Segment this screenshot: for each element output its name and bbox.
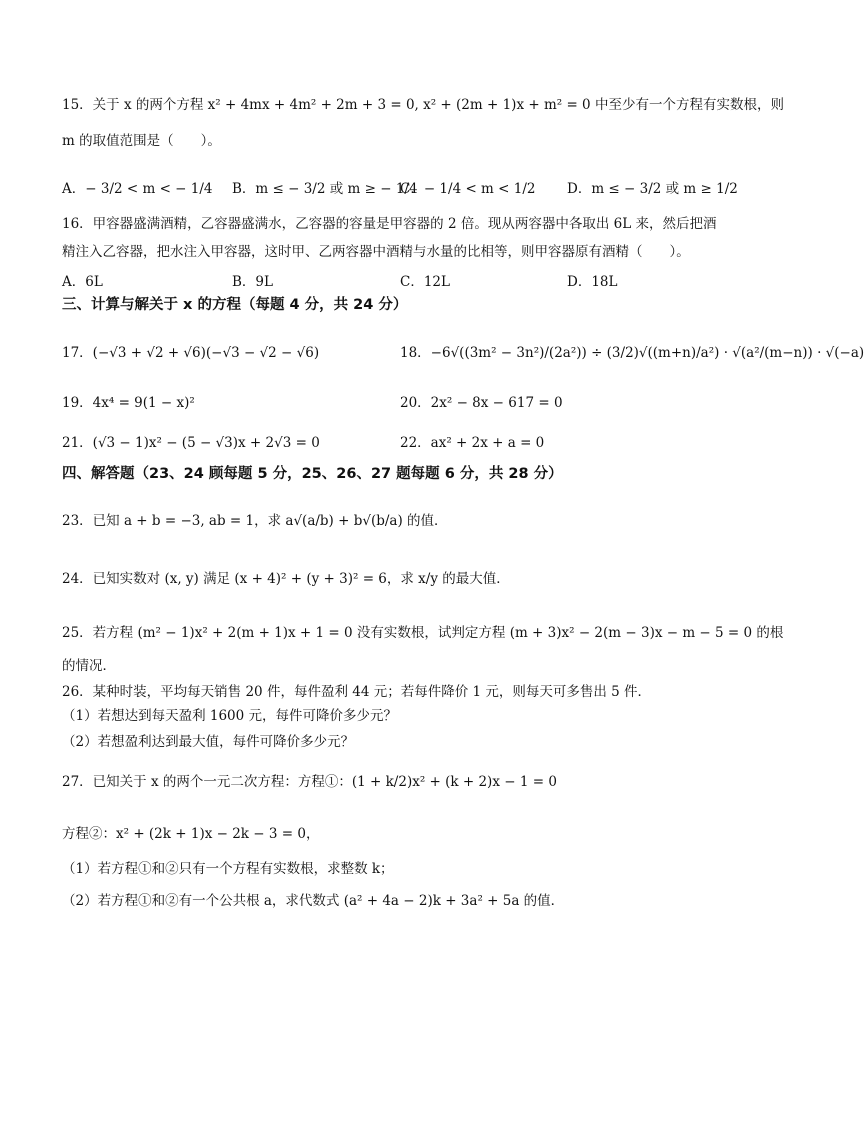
- q26-sub1: （1）若想达到每天盈利 1600 元，每件可降价多少元？: [62, 708, 398, 724]
- q26-sub2: （2）若想盈利达到最大值，每件可降价多少元？: [62, 734, 355, 750]
- q16-option-a: A．6L: [62, 274, 103, 290]
- q15-line1: 15．关于 x 的两个方程 x² + 4mx + 4m² + 2m + 3 = 0, x² + (2m + 1)x + m² = 0 中至少有一个方程有实数根，则: [62, 97, 784, 113]
- q27-line1: 27．已知关于 x 的两个一元二次方程：方程①：(1 + k/2)x² + (k + 2)x − 1 = 0: [62, 774, 557, 790]
- q25-line1: 25．若方程 (m² − 1)x² + 2(m + 1)x + 1 = 0 没有实数根，试判定方程 (m + 3)x² − 2(m − 3)x − m − 5 = 0 的根: [62, 625, 784, 641]
- q25-line2: 的情况．: [62, 658, 116, 674]
- q20: 20．2x² − 8x − 617 = 0: [400, 395, 563, 411]
- q15-option-c: C．− 1/4 < m < 1/2: [400, 181, 536, 197]
- q24: 24．已知实数对 (x, y) 满足 (x + 4)² + (y + 3)² = 6，求 x/y 的最大值．: [62, 571, 510, 587]
- q17: 17．(−√3 + √2 + √6)(−√3 − √2 − √6): [62, 345, 320, 361]
- section3-heading: 三、计算与解关于 x 的方程（每题 4 分，共 24 分）: [62, 297, 408, 313]
- q21: 21．(√3 − 1)x² − (5 − √3)x + 2√3 = 0: [62, 435, 320, 451]
- q19: 19．4x⁴ = 9(1 − x)²: [62, 395, 195, 411]
- q27-sub1: （1）若方程①和②只有一个方程有实数根，求整数 k；: [62, 861, 394, 877]
- section4-heading: 四、解答题（23、24 顾每题 5 分，25、26、27 题每题 6 分，共 28 分）: [62, 466, 563, 482]
- q16-option-b: B．9L: [232, 274, 273, 290]
- q18: 18．−6√((3m² − 3n²)/(2a²)) ÷ (3/2)√((m+n)/a²) · √(a²/(m−n)) · √(−a): [400, 345, 864, 361]
- q26-line1: 26．某种时装，平均每天销售 20 件，每件盈利 44 元；若每件降价 1 元，则每天可多售出 5 件．: [62, 684, 652, 700]
- q15-line2: m 的取值范围是（ ）。: [62, 133, 221, 149]
- q27-line2: 方程②：x² + (2k + 1)x − 2k − 3 = 0，: [62, 826, 320, 842]
- q23: 23．已知 a + b = −3, ab = 1，求 a√(a/b) + b√(b/a) 的值．: [62, 513, 448, 529]
- q16-line1: 16．甲容器盛满酒精，乙容器盛满水，乙容器的容量是甲容器的 2 倍。现从两容器中各取出 6L 来，然后把酒: [62, 216, 717, 232]
- q27-sub2: （2）若方程①和②有一个公共根 a，求代数式 (a² + 4a − 2)k + 3a² + 5a 的值．: [62, 893, 565, 909]
- q15-option-b: B．m ≤ − 3/2 或 m ≥ − 1/4: [232, 181, 418, 197]
- q22: 22．ax² + 2x + a = 0: [400, 435, 545, 451]
- q15-option-a: A．− 3/2 < m < − 1/4: [62, 181, 213, 197]
- q16-option-c: C．12L: [400, 274, 450, 290]
- q16-line2: 精注入乙容器，把水注入甲容器，这时甲、乙两容器中酒精与水量的比相等，则甲容器原有酒精（ ）。: [62, 244, 690, 260]
- q16-option-d: D．18L: [567, 274, 618, 290]
- q15-option-d: D．m ≤ − 3/2 或 m ≥ 1/2: [567, 181, 738, 197]
